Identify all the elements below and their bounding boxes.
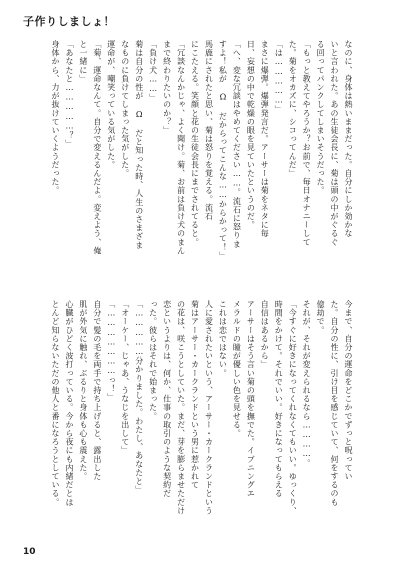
text-column: とんど知らないただの他人と番になろうとしている。: [50, 300, 60, 507]
page-number: 10: [23, 547, 36, 557]
text-column: 「今すぐに好きになってくれなくてもいい。ゆっくり、: [288, 300, 298, 515]
text-column: それが、それが変えられるなら…………。: [302, 300, 312, 468]
text-column: 日、妄想の中で乾燥の眼を見ていたというのだ。: [246, 40, 256, 230]
text-column: 「冗談なんかじゃ、よく聞け。菊、お前は負け犬のまん: [176, 40, 186, 255]
text-column: 「負け犬……」: [148, 40, 158, 103]
text-block-bottom: [50, 300, 355, 532]
text-column: 肌が外気に触れ、ぶるりと身体も心も震えた。: [78, 300, 88, 481]
text-column: 「は……………」: [274, 40, 284, 114]
text-column: 「あなたと……………？」: [64, 40, 74, 149]
text-column: 自信はあるから」: [260, 300, 270, 369]
text-column: すよ！私が Ω だからってこんな……からかって！」: [218, 40, 228, 260]
text-column: まで終わりたいのか？」: [162, 40, 172, 135]
text-column: 自分で髪の毛を両手で持ち上げると、露出した: [92, 300, 102, 481]
text-column: 時間をかけて。それでいい。好きになってもらえる: [274, 300, 284, 498]
text-column: 「へ、変な冗談はやめてください……。流石に怒りま: [232, 40, 242, 249]
text-column: 馬鹿にされたと思い、菊は怒りを覚える。流石: [204, 40, 214, 221]
text-column: った。彼らはそれで始まった。: [148, 300, 158, 421]
text-column: 「…………………っ！」: [106, 300, 116, 402]
text-column: と一緒に」: [78, 40, 88, 83]
text-column: 心臓がひどく波打っている。今から夜にも内緒だとは: [64, 300, 74, 507]
text-column: 菊はアーサー・カークランドという男に惹かれて: [190, 300, 200, 490]
text-column: 億劫で。: [316, 300, 326, 335]
text-column: なものに負けてしまった気がした。: [120, 40, 130, 178]
text-column: た。自分の性に、引け目を感じていて、何をするのも: [330, 300, 340, 507]
text-column: 「オーケー、じゃあ、うなじを出して」: [120, 300, 130, 455]
text-column: た。菊をオカズに、シコってんだ」: [288, 40, 298, 178]
text-column: 運命が、嘲笑っている気がした。: [106, 40, 116, 169]
text-column: アーサーはそう言い菊の頭を撫でた。イブニングエ: [246, 300, 256, 498]
text-column: る回ってパンクしてしまいそうだった。: [316, 40, 326, 195]
text-column: 人に愛されたいという、アーサー・カークランドという: [204, 300, 214, 515]
text-column: 身体から、力が抜けていくようだった。: [50, 40, 60, 195]
text-column: の花は、咲こうとしていた。まだ、芽を膨らませただけ: [176, 300, 186, 515]
text-column: いと言われた。あの生徒会長に、菊は頭の中がぐるぐ: [330, 40, 340, 247]
text-column: 「……………分かりました。わたし、あなたと」: [134, 300, 144, 495]
text-column: これは恋ではない。: [218, 300, 228, 378]
running-header: 子作りしましょ！: [23, 15, 115, 28]
text-column: 今まで、自分の運命をどこかでずっと呪ってい: [344, 300, 353, 481]
text-column: 「もっと教えてやろうか？お前で、毎日オナニーして: [302, 40, 312, 247]
text-column: メラルドの瞳が優しい色を見せる。: [232, 300, 242, 438]
text-column: 「菊、運命なんて。自分で変えるんだよ。変えよう、俺: [92, 40, 102, 255]
text-column: 恋というよりは、何か、仕事の取引のような契約だ: [162, 300, 172, 498]
text-block-top: [50, 40, 355, 270]
text-column: なのに、身体は熱いままだった。自分にしか効かな: [344, 40, 353, 238]
text-column: にこたえる。笑顔と花の生徒会長にまでされてると。: [190, 40, 200, 247]
text-column: まさに爆弾。爆弾発言だ。アーサーは菊をネタに毎: [260, 40, 270, 238]
text-column: 菊は自分の性が Ω だと知った時、人生のさまざま: [134, 40, 144, 250]
